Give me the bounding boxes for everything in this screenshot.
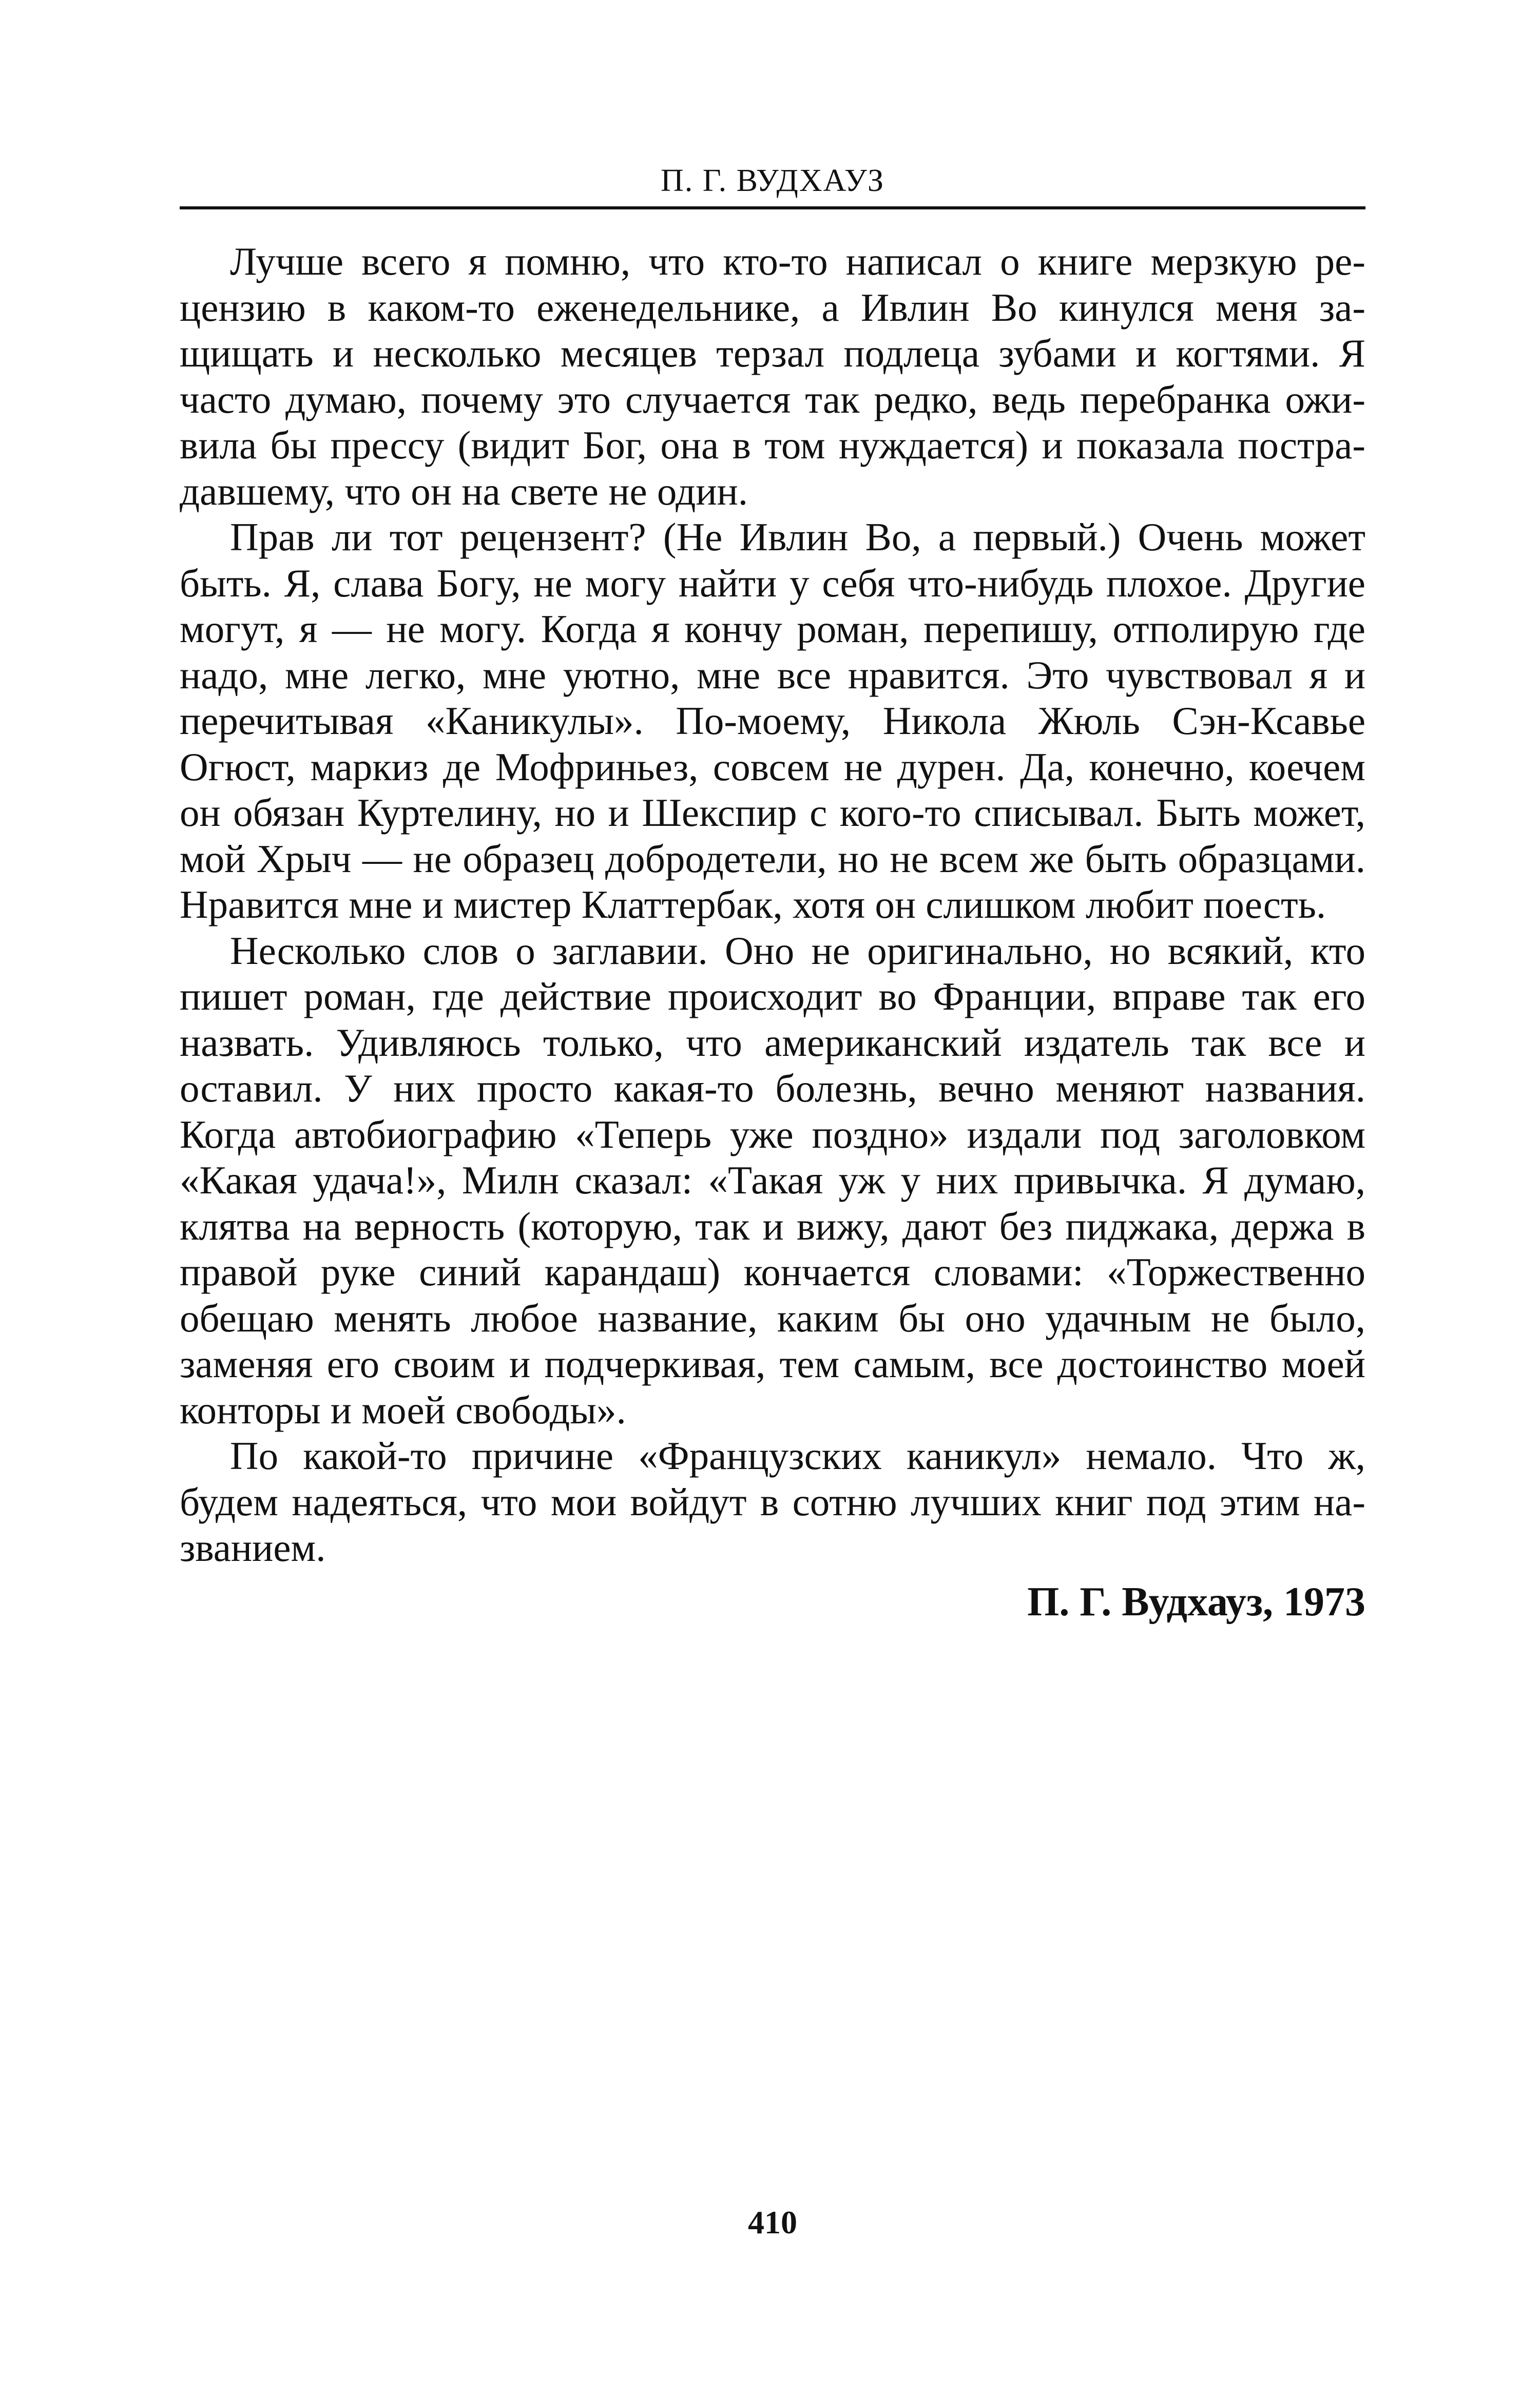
body-text [180, 239, 1365, 1628]
paragraph: Прав ли тот рецензент? (Не Ивлин Во, а первый.) Очень может быть. Я, слава Богу, не могу найти у себя что-нибудь плохое. Другие могут, я — не могу. Когда я кончу роман, перепишу, отполирую где надо, мне легко, мне уютно, мне все нравится. Это чувствовал я и перечитывая «Каникулы». По-моему, Никола Жюль Сэн-Ксавье Огюст, маркиз де Мофриньез, совсем не дурен. Да, конечно, коечем он обязан Куртелину, но и Шекспир с кого-то списывал. Быть может, мой Хрыч — не образец добродетели, но не всем же быть образцами. Нравится мне и мистер Клаттербак, хотя он слишком любит поесть. [180, 515, 1365, 926]
author-signature: П. Г. Вудхауз, 1973 [1027, 1579, 1365, 1625]
running-head: П. Г. ВУДХАУЗ [660, 163, 885, 198]
paragraph: По какой-то причине «Французских каникул» немало. Что ж, будем надеяться, что мои войдут в сотню лучших книг под этим названием. [180, 1434, 1365, 1570]
page-number: 410 [748, 2204, 797, 2241]
paragraph: Лучше всего я помню, что кто-то написал о книге мерзкую рецензию в каком-то еженедельнике, а Ивлин Во кинулся меня защищать и несколько месяцев терзал подлеца зубами и когтями. Я часто думаю, почему это случается так редко, ведь перебранка оживила бы прессу (видит Бог, она в том нуждается) и показала пострадавшему, что он на свете не один. [180, 239, 1365, 513]
paragraph: Несколько слов о заглавии. Оно не оригинально, но всякий, кто пишет роман, где действие происходит во Франции, вправе так его назвать. Удивляюсь только, что американский издатель так все и оставил. У них просто какая-то болезнь, вечно меняют названия. Когда автобиографию «Теперь уже поздно» издали под заголовком «Какая удача!», Милн сказал: «Такая уж у них привычка. Я думаю, клятва на верность (которую, так и вижу, дают без пиджака, держа в правой руке синий карандаш) кончается словами: «Торжественно обещаю менять любое название, каким бы оно удачным не было, заменяя его своим и подчеркивая, тем самым, все достоинство моей конторы и моей свободы». [180, 928, 1365, 1432]
header-rule [180, 206, 1365, 209]
